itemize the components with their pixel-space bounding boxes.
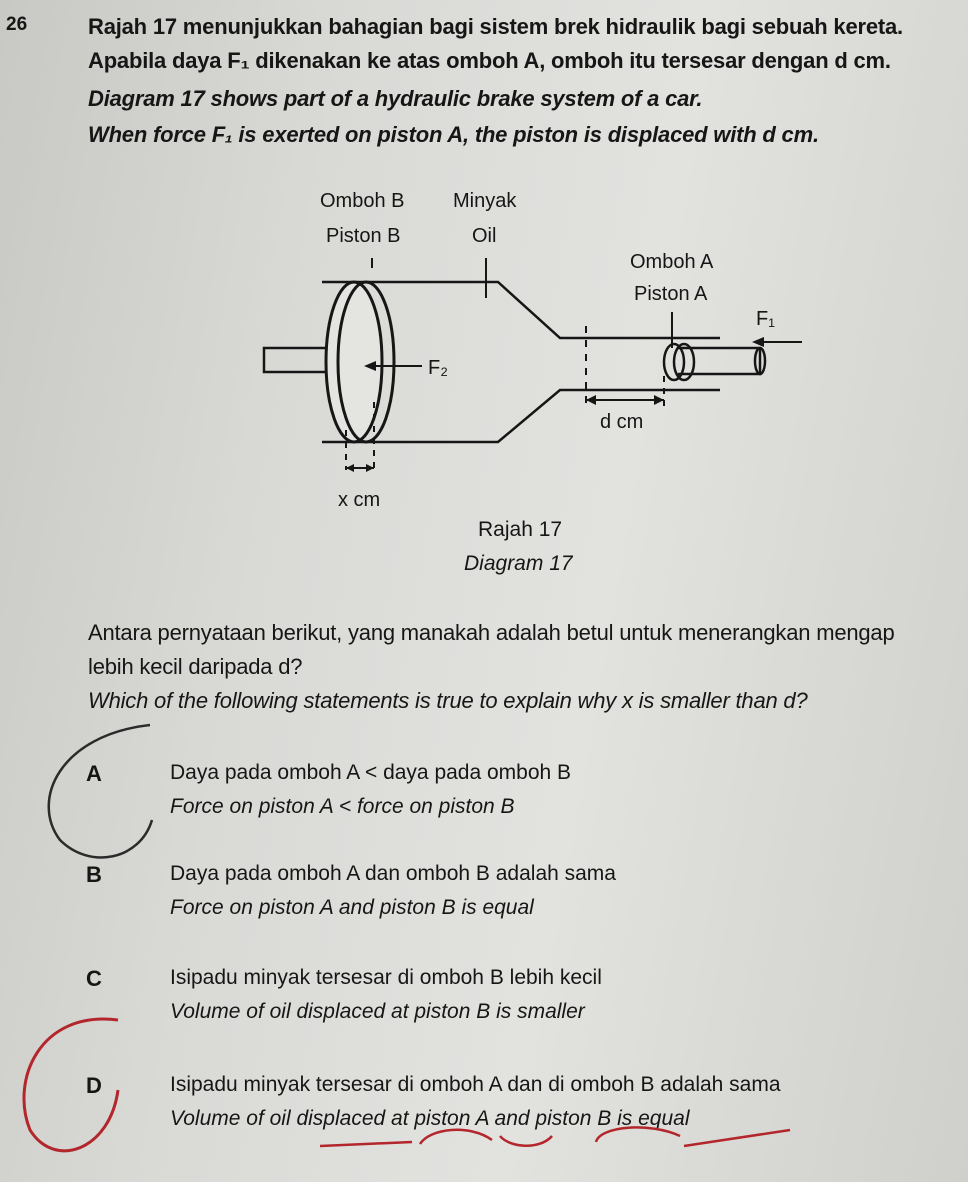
label-f2: F₂ <box>428 357 448 379</box>
underline-piston-a <box>420 1130 492 1144</box>
hydraulic-brake-diagram <box>250 180 810 520</box>
label-piston-a: Piston A <box>634 283 708 305</box>
underline-volume <box>320 1142 412 1146</box>
option-b-letter[interactable]: B <box>86 862 102 887</box>
option-d-letter[interactable]: D <box>86 1073 102 1098</box>
cylinder-lower-wall <box>322 390 720 442</box>
intro-english-line-2: When force F₁ is exerted on piston A, the piston is displaced with d cm. <box>88 122 819 147</box>
label-oil: Oil <box>472 225 497 247</box>
option-c-english[interactable]: Volume of oil displaced at piston B is smaller <box>170 1000 585 1023</box>
question-number: 26 <box>6 14 28 35</box>
label-f1: F₁ <box>756 308 775 330</box>
hand-drawn-circle-option-a <box>49 725 152 857</box>
intro-english-line-1: Diagram 17 shows part of a hydraulic brake system of a car. <box>88 86 703 111</box>
prompt-malay-line-1: Antara pernyataan berikut, yang manakah adalah betul untuk menerangkan mengap <box>88 620 895 645</box>
f1-arrowhead <box>752 337 764 347</box>
label-d-cm: d cm <box>600 411 644 433</box>
label-minyak: Minyak <box>453 190 517 212</box>
label-omboh-a: Omboh A <box>630 251 714 273</box>
underline-and <box>500 1136 552 1146</box>
label-omboh-b: Omboh B <box>320 190 405 212</box>
option-c-letter[interactable]: C <box>86 966 102 991</box>
option-d-malay[interactable]: Isipadu minyak tersesar di omboh A dan di omboh B adalah sama <box>170 1073 781 1096</box>
option-b-english[interactable]: Force on piston A and piston B is equal <box>170 896 534 919</box>
option-b-malay[interactable]: Daya pada omboh A dan omboh B adalah sama <box>170 862 616 885</box>
option-a-english[interactable]: Force on piston A < force on piston B <box>170 795 515 818</box>
option-a-malay[interactable]: Daya pada omboh A < daya pada omboh B <box>170 761 572 784</box>
intro-malay-line-1: Rajah 17 menunjukkan bahagian bagi sistem brek hidraulik bagi sebuah kereta. <box>88 14 903 39</box>
piston-a-rod <box>678 348 760 374</box>
option-c-malay[interactable]: Isipadu minyak tersesar di omboh B lebih kecil <box>170 966 602 989</box>
underline-equal <box>684 1130 790 1146</box>
piston-b-rod <box>264 348 330 372</box>
option-a-letter[interactable]: A <box>86 761 102 786</box>
prompt-english: Which of the following statements is true to explain why x is smaller than d? <box>88 688 808 713</box>
option-d-english[interactable]: Volume of oil displaced at piston A and piston B is equal <box>170 1107 690 1130</box>
label-piston-b: Piston B <box>326 225 401 247</box>
hand-drawn-circle-option-d <box>24 1019 118 1151</box>
prompt-malay-line-2: lebih kecil daripada d? <box>88 654 303 679</box>
intro-malay-line-2: Apabila daya F₁ dikenakan ke atas omboh A, omboh itu tersesar dengan d cm. <box>88 48 891 73</box>
label-x-cm: x cm <box>338 489 381 511</box>
diagram-caption-malay: Rajah 17 <box>478 518 563 541</box>
diagram-caption-english: Diagram 17 <box>464 552 573 575</box>
